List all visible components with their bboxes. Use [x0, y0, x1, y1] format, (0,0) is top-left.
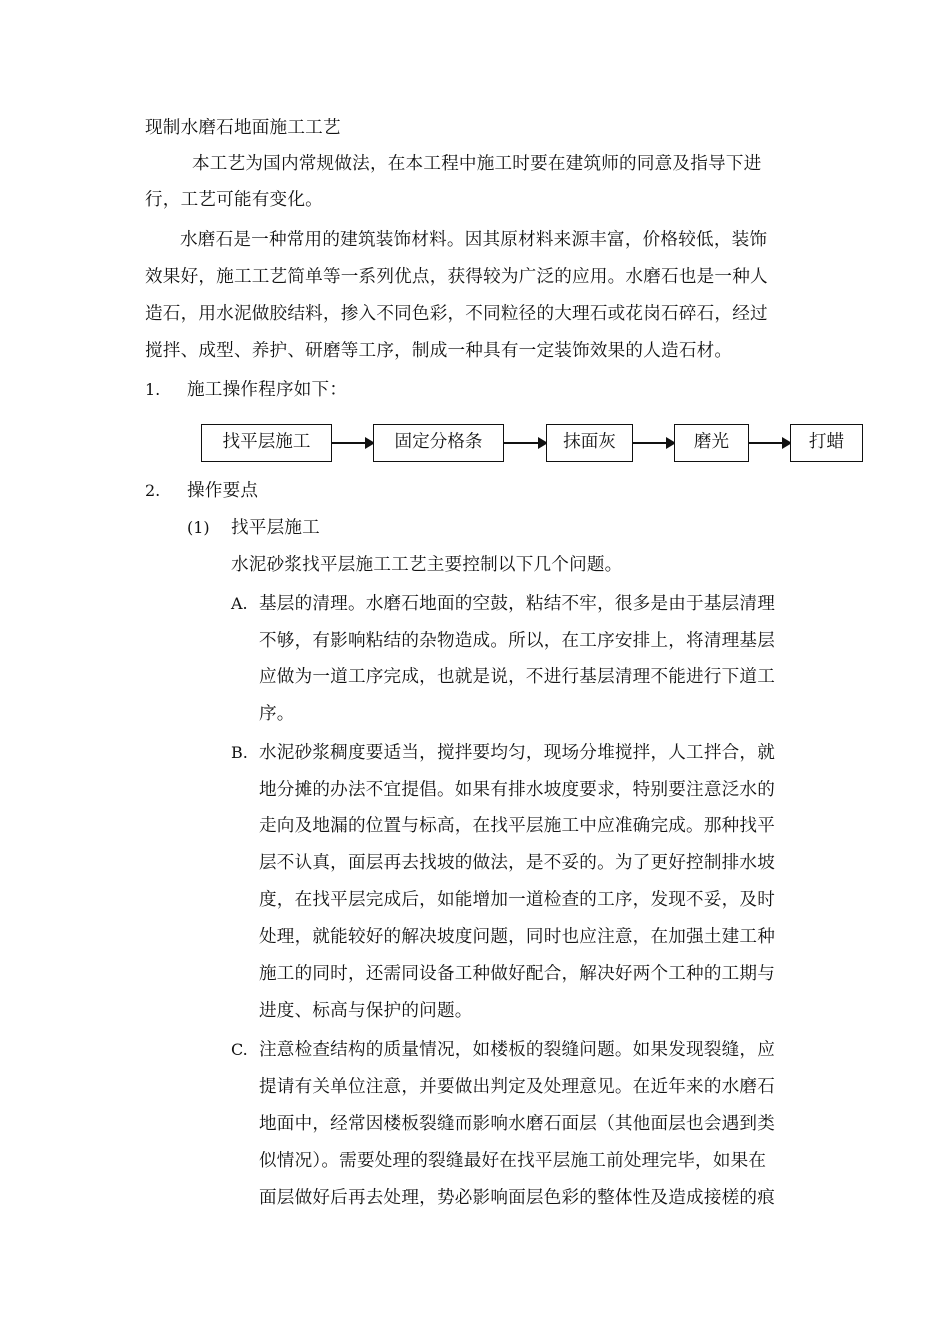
- document-title: 现制水磨石地面施工工艺: [145, 118, 341, 138]
- paragraph-line: 造石，用水泥做胶结料，掺入不同色彩，不同粒径的大理石或花岗石碎石，经过: [145, 304, 768, 324]
- subsection-intro: 水泥砂浆找平层施工工艺主要控制以下几个问题。: [231, 555, 623, 575]
- section-heading: 施工操作程序如下：: [187, 380, 348, 400]
- flow-step-surface-plaster: 抹面灰: [546, 424, 633, 462]
- item-line: 层不认真，面层再去找坡的做法，是不妥的。为了更好控制排水坡: [259, 853, 776, 873]
- item-line: 地分摊的办法不宜提倡。如果有排水坡度要求，特别要注意泛水的: [259, 780, 776, 800]
- item-line: 提请有关单位注意，并要做出判定及处理意见。在近年来的水磨石: [259, 1077, 776, 1097]
- item-line: 进度、标高与保护的问题。: [259, 1001, 473, 1021]
- section-heading: 操作要点: [187, 481, 259, 501]
- flow-step-leveling: 找平层施工: [201, 424, 332, 462]
- flow-arrow: [633, 442, 675, 444]
- item-line: 应做为一道工序完成，也就是说，不进行基层清理不能进行下道工: [259, 667, 776, 687]
- subsection-number: (1): [187, 518, 210, 537]
- item-line: 处理，就能较好的解决坡度问题，同时也应注意，在加强土建工种: [259, 927, 776, 947]
- item-line: 面层做好后再去处理，势必影响面层色彩的整体性及造成接槎的痕: [259, 1188, 776, 1208]
- flow-step-polishing: 磨光: [674, 424, 749, 462]
- item-line: 度，在找平层完成后，如能增加一道检查的工序，发现不妥，及时: [259, 890, 776, 910]
- item-line: 走向及地漏的位置与标高，在找平层施工中应准确完成。那种找平: [259, 816, 776, 836]
- item-line: 水泥砂浆稠度要适当，搅拌要均匀，现场分堆搅拌，人工拌合，就: [259, 743, 776, 763]
- item-line: 施工的同时，还需同设备工种做好配合，解决好两个工种的工期与: [259, 964, 776, 984]
- flow-arrow: [504, 442, 547, 444]
- flow-step-divider-strips: 固定分格条: [373, 424, 504, 462]
- flow-arrow: [749, 442, 791, 444]
- subsection-heading: 找平层施工: [231, 518, 320, 538]
- flow-arrow: [332, 442, 374, 444]
- flow-step-waxing: 打蜡: [790, 424, 863, 462]
- item-line: 注意检查结构的质量情况，如楼板的裂缝问题。如果发现裂缝，应: [259, 1040, 776, 1060]
- intro-line: 本工艺为国内常规做法，在本工程中施工时要在建筑师的同意及指导下进: [192, 154, 762, 174]
- item-label: C.: [231, 1040, 248, 1059]
- paragraph-line: 搅拌、成型、养护、研磨等工序，制成一种具有一定装饰效果的人造石材。: [145, 341, 733, 361]
- item-line: 序。: [259, 704, 295, 724]
- item-label: A.: [231, 594, 248, 613]
- paragraph-line: 效果好，施工工艺简单等一系列优点，获得较为广泛的应用。水磨石也是一种人: [145, 267, 768, 287]
- section-number: 1.: [145, 380, 161, 399]
- item-line: 地面中，经常因楼板裂缝而影响水磨石面层（其他面层也会遇到类: [259, 1114, 776, 1134]
- paragraph-line: 水磨石是一种常用的建筑装饰材料。因其原材料来源丰富，价格较低，装饰: [180, 230, 768, 250]
- item-line: 基层的清理。水磨石地面的空鼓，粘结不牢，很多是由于基层清理: [259, 594, 776, 614]
- section-number: 2.: [145, 481, 161, 500]
- item-label: B.: [231, 743, 248, 762]
- intro-line: 行，工艺可能有变化。: [145, 190, 323, 210]
- item-line: 不够，有影响粘结的杂物造成。所以，在工序安排上，将清理基层: [259, 631, 776, 651]
- item-line: 似情况）。需要处理的裂缝最好在找平层施工前处理完毕，如果在: [259, 1151, 767, 1171]
